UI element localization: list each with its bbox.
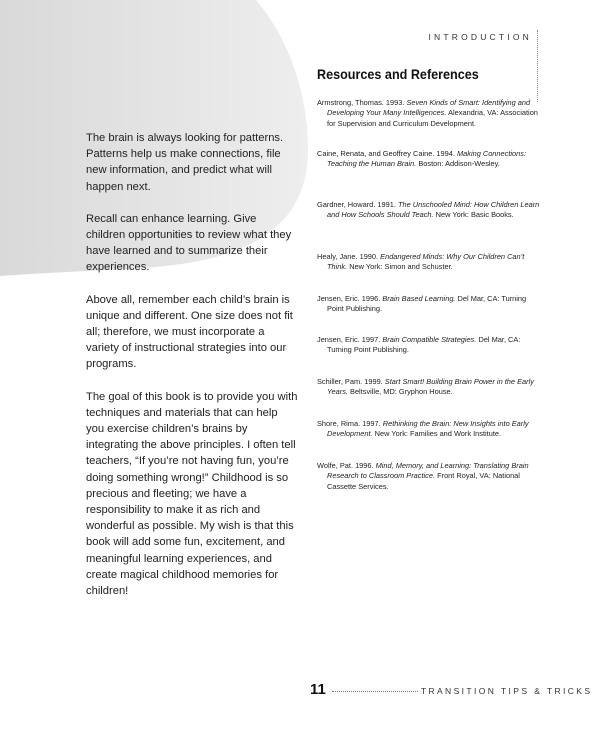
reference-entry (317, 98, 545, 129)
ref-publisher: Front Royal, VA: National Cassette Services. (327, 471, 520, 491)
ref-publisher: Alexandria, VA: Association for Supervision and Curriculum Development. (327, 108, 538, 128)
ref-author: Schiller, Pam. 1999. (317, 377, 383, 386)
ref-publisher: Beltsville, MD: Gryphon House. (350, 387, 453, 397)
ref-title: Making Connections: Teaching the Human Brain. (327, 149, 527, 169)
ref-author: Caine, Renata, and Geoffrey Caine. 1994. (317, 149, 455, 158)
paragraph: The brain is always looking for patterns. Patterns help us make connections, file new information, and predict what will happen next. (86, 132, 284, 193)
ref-author: Armstrong, Thomas. 1993. (317, 98, 405, 107)
paragraph: Recall can enhance learning. Give children opportunities to review what they have learned and to summarize their experiences. (86, 212, 292, 274)
ref-publisher: Del Mar, CA: Turning Point Publishing. (327, 335, 521, 355)
ref-author: Jensen, Eric. 1996. (317, 294, 381, 303)
reference-entry (317, 419, 545, 440)
book-title: TRANSITION TIPS & TRICKS (420, 686, 593, 696)
resources-title: Resources and References (317, 66, 479, 82)
body-text-column (86, 130, 298, 615)
page-number: 11 (310, 681, 326, 698)
reference-entry (317, 377, 545, 398)
ref-author: Wolfe, Pat. 1996. (317, 461, 374, 470)
reference-entry (317, 335, 545, 356)
ref-title: Mind, Memory, and Learning: Translating Brain Research to Classroom Practice. (327, 461, 529, 481)
ref-publisher: New York: Basic Books. (435, 210, 514, 220)
paragraph: The goal of this book is to provide you with techniques and materials that can help you exercise children’s brains by integrating the above principles. I often tell teachers, “If you’re not having fun, you’re doing something wrong!” Childhood is so precious and fleeting; we have a responsibility to make it as rich and wonderful as possible. My wish is that this book will add some fun, excitement, and meaningful learning experiences, and create magical childhood memories for children! (86, 390, 298, 598)
reference-entry (317, 461, 545, 492)
reference-entry (317, 149, 545, 170)
ref-publisher: Del Mar, CA: Turning Point Publishing. (327, 294, 527, 314)
ref-title: Brain Based Learning. (382, 294, 456, 303)
footer-dotted-leader (332, 690, 418, 692)
reference-entry (317, 252, 545, 273)
ref-title: Seven Kinds of Smart: Identifying and Developing Your Many Intelligences. (327, 98, 531, 118)
ref-title: Rethinking the Brain: New Insights into Early Development. (327, 419, 529, 439)
ref-title: Start Smart! Building Brain Power in the Early Years. (327, 377, 534, 397)
ref-title: Endangered Minds: Why Our Children Can’t Think. (327, 252, 525, 272)
ref-publisher: New York: Simon and Schuster. (349, 262, 453, 272)
paragraph: Above all, remember each child’s brain is unique and different. One size does not fit all; therefore, we must incorporate a variety of instructional strategies into our programs. (86, 293, 293, 371)
page-footer (310, 681, 593, 703)
ref-author: Shore, Rima. 1997. (317, 419, 381, 428)
header-dotted-rule (537, 30, 538, 102)
ref-author: Gardner, Howard. 1991. (317, 200, 396, 209)
ref-title: Brain Compatible Strategies. (382, 335, 477, 344)
ref-title: The Unschooled Mind: How Children Learn and How Schools Should Teach. (327, 200, 540, 220)
ref-author: Jensen, Eric. 1997. (317, 335, 381, 344)
reference-entry (317, 200, 545, 221)
section-header: INTRODUCTION (428, 32, 532, 42)
ref-publisher: Boston: Addison-Wesley. (418, 159, 500, 169)
reference-entry (317, 294, 545, 315)
ref-author: Healy, Jane. 1990. (317, 252, 379, 261)
resources-column (317, 66, 540, 491)
ref-publisher: New York: Families and Work Institute. (374, 429, 502, 439)
